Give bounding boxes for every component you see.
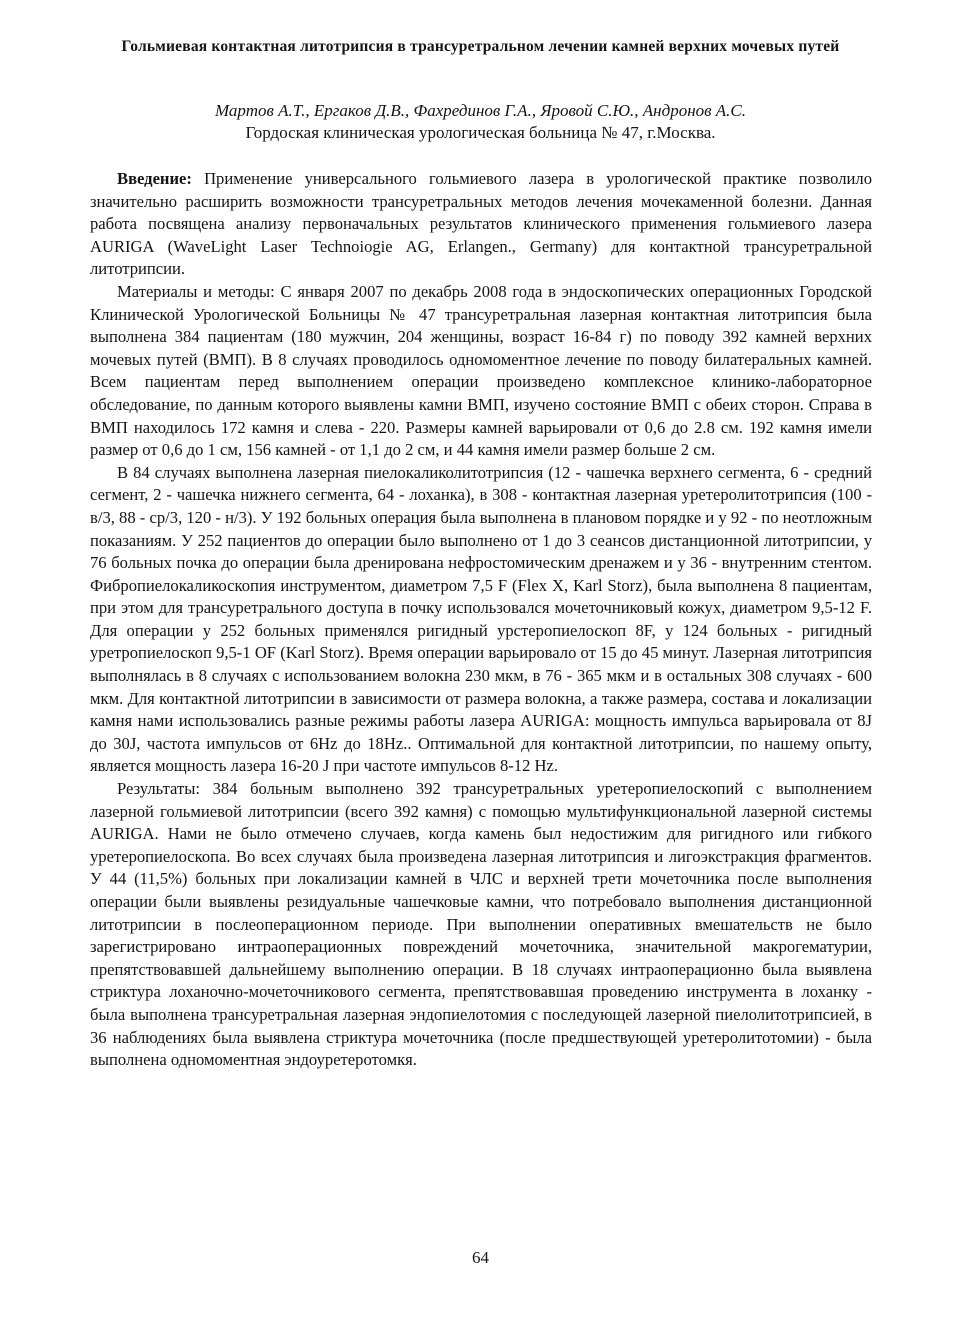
intro-heading: Введение: [117,169,192,188]
author-list: Мартов А.Т., Ергаков Д.В., Фахрединов Г.А., Яровой С.Ю., Андронов А.С. [215,101,746,120]
intro-text: Применение универсального гольмиевого лазера в урологической практике позволило значительно расширить возможности трансуретральных методов лечения мочекаменной болезни. Данная работа посвящена анализу первоначальных результатов клинического применения гольмиевого лазера AURIGA (WaveLight Laser Technoiogie AG, Erlangen., Germany) для контактной трансуретральной литотрипсии. [90,169,872,279]
intro-paragraph [90,168,872,281]
affiliation: Гордоская клиническая урологическая больница № 47, г.Москва. [245,123,716,142]
paper-title: Гольмиевая контактная литотрипсия в трансуретральном лечении камней верхних мочевых путей [121,38,840,55]
methods-paragraph: Материалы и методы: С января 2007 по декабрь 2008 года в эндоскопических операционных Городской Клинической Урологической Больницы № 47 трансуретральная лазерная контактная литотрипсия была выполнена 384 пациентам (180 мужчин, 204 женщины, возраст 16-84 г) по поводу 392 камней верхних мочевых путей (ВМП). В 8 случаях проводилось одномоментное лечение по поводу билатеральных камней. Всем пациентам перед выполнением операции произведено комплексное клинико-лабораторное обследование, по данным которого выявлены камни ВМП, изучено состояние ВМП с обеих сторон. Справа в ВМП находилось 172 камня и слева - 220. Размеры камней варьировали от 0,6 до 2.8 см. 192 камня имели размер от 0,6 до 1 см, 156 камней - от 1,1 до 2 см, и 44 камня имели размер больше 2 см. [90,281,872,460]
article-body [90,168,872,1072]
results-paragraph: Результаты: 384 больным выполнено 392 трансуретральных уретеропиелоскопий с выполнением лазерной гольмиевой литотрипсии (всего 392 камня) с помощью мультифункциональной лазерной системы AURIGA. Нами не было отмечено случаев, когда камень был недостижим для ригидного или гибкого уретеропиелоскопа. Во всех случаях была произведена лазерная литотрипсия и лигоэкстракция фрагментов. У 44 (11,5%) больных при локализации камней в ЧЛС и верхней трети мочеточника после выполнения операции были выявлены резидуальные чашечковые камни, что потребовало выполнения дистанционной литотрипсии в послеоперационном периоде. При выполнении оперативных вмешательств не было зарегистрировано интраоперационных повреждений мочеточника, значительной макрогематурии, препятствовавшей дальнейшему выполнению операции. В 18 случаях интраоперационно была выявлена стриктура лоханочно-мочеточникового сегмента, препятствовавшая проведению инструмента в лоханку - была выполнена трансуретральная лазерная эндопиелотомия с последующей лазерной пиелолитотрипсией, в 36 наблюдениях была выявлена стриктура мочеточника (после предшествующей уретеролитотомии) - была выполнена одномоментная эндоуретеротомкя. [90,779,872,1070]
page-number: 64 [472,1248,489,1267]
details-paragraph: В 84 случаях выполнена лазерная пиелокаликолитотрипсия (12 - чашечка верхнего сегмента, 6 - средний сегмент, 2 - чашечка нижнего сегмента, 64 - лоханка), в 308 - контактная лазерная уретеролитотрипсия (100 - в/3, 88 - ср/3, 120 - н/3). У 192 больных операция была выполнена в плановом порядке и у 92 - по неотложным показаниям. У 252 пациентов до операции было выполнено от 1 до 3 сеансов дистанционной литотрипсии, у 76 больных почка до операции была дренирована нефростомическим дренажем и у 36 - внутренним стентом. Фибропиелокаликоскопия инструментом, диаметром 7,5 F (Flex X, Karl Storz), была выполнена 8 пациентам, при этом для трансуретрального доступа в почку использовался мочеточниковый кожух, диаметром 9,5-12 F. Для операции у 252 больных применялся ригидный урстеропиелоскоп 8F, у 124 больных - ригидный уретропиелоскоп 9,5-1 OF (Karl Storz). Время операции варьировало от 15 до 45 минут. Лазерная литотрипсия выполнялась в 8 случаях с использованием волокна 230 мкм, в 76 - 365 мкм и в остальных 308 случаях - 600 мкм. Для контактной литотрипсии в зависимости от размера волокна, а также размера, состава и локализации камня нами использовались разные режимы работы лазера AURIGA: мощность импульса варьировала от 8J до 30J, частота импульсов от 6Hz до 18Hz.. Оптимальной для контактной литотрипсии, по нашему опыту, является мощность лазера 16-20 J при частоте импульсов 8-12 Hz. [90,462,872,776]
